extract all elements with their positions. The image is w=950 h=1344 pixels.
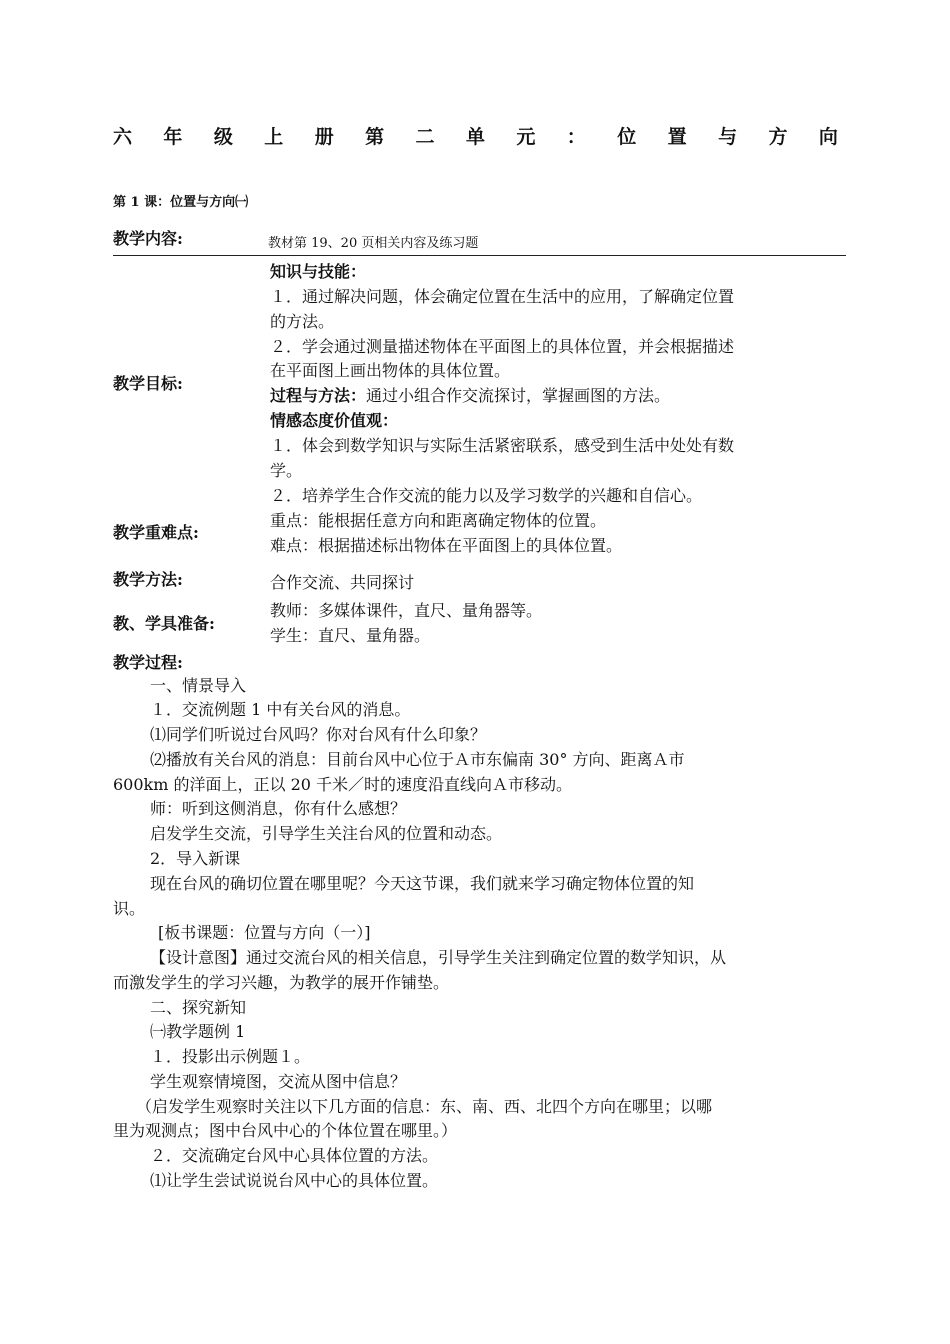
title-char: 与 bbox=[718, 126, 738, 148]
title-char: 年 bbox=[163, 126, 183, 148]
process-line: ⑴同学们听说过台风吗？你对台风有什么印象？ bbox=[150, 725, 487, 744]
content-label: 教学内容: bbox=[113, 229, 183, 248]
goal-e2: ２．培养学生合作交流的能力以及学习数学的兴趣和自信心。 bbox=[270, 486, 703, 505]
process-line: １．交流例题 1 中有关台风的消息。 bbox=[150, 700, 411, 719]
emotion-heading: 情感态度价值观： bbox=[270, 411, 399, 430]
title-char: 级 bbox=[213, 126, 233, 148]
process-line: 而激发学生的学习兴趣，为教学的展开作铺垫。 bbox=[113, 973, 450, 992]
title-char: 第 bbox=[365, 126, 385, 148]
process-line: ⑴让学生尝试说说台风中心的具体位置。 bbox=[150, 1171, 439, 1190]
process-line: 师：听到这侧消息，你有什么感想？ bbox=[150, 799, 407, 818]
title-char: 六 bbox=[113, 126, 133, 148]
prep-label: 教、学具准备: bbox=[113, 614, 215, 633]
process-line: ２．交流确定台风中心具体位置的方法。 bbox=[150, 1146, 439, 1165]
process-label: 教学过程: bbox=[113, 653, 183, 672]
goal-e1-line1: １．体会到数学知识与实际生活紧密联系，感受到生活中处处有数 bbox=[270, 436, 735, 455]
title-char: ： bbox=[566, 126, 586, 148]
lesson-title: 第 1 课：位置与方向㈠ bbox=[113, 195, 249, 210]
goal-k1-line1: １．通过解决问题，体会确定位置在生活中的应用，了解确定位置 bbox=[270, 287, 735, 306]
goal-k2-line1: ２．学会通过测量描述物体在平面图上的具体位置，并会根据描述 bbox=[270, 337, 735, 356]
process-heading: 过程与方法： bbox=[270, 386, 367, 405]
process-line: １．投影出示例题１。 bbox=[150, 1047, 311, 1066]
key-point: 重点：能根据任意方向和距离确定物体的位置。 bbox=[270, 511, 607, 530]
title-char: 单 bbox=[465, 126, 485, 148]
process-line: 现在台风的确切位置在哪里呢？今天这节课，我们就来学习确定物体位置的知 bbox=[150, 874, 695, 893]
process-line: 600km 的洋面上，正以 20 千米／时的速度沿直线向Ａ市移动。 bbox=[113, 775, 573, 794]
process-method-line bbox=[270, 383, 670, 406]
process-line: 二、探究新知 bbox=[150, 998, 247, 1017]
knowledge-heading: 知识与技能： bbox=[270, 262, 367, 281]
difficult-point: 难点：根据描述标出物体在平面图上的具体位置。 bbox=[270, 536, 623, 555]
method-value: 合作交流、共同探讨 bbox=[270, 573, 415, 592]
process-line: ㈠教学题例 1 bbox=[150, 1022, 246, 1041]
process-line: [板书课题：位置与方向（一）] bbox=[158, 923, 371, 942]
process-line: 识。 bbox=[113, 899, 146, 918]
page-title bbox=[113, 122, 838, 149]
title-char: 置 bbox=[667, 126, 687, 148]
title-char: 位 bbox=[617, 126, 637, 148]
process-line: 里为观测点；图中台风中心的个体位置在哪里。） bbox=[113, 1121, 458, 1140]
title-char: 上 bbox=[264, 126, 284, 148]
process-line: 【设计意图】通过交流台风的相关信息，引导学生关注到确定位置的数学知识，从 bbox=[150, 948, 727, 967]
content-value: 教材第 19、20 页相关内容及练习题 bbox=[268, 236, 479, 251]
title-char: 二 bbox=[415, 126, 435, 148]
process-line: ⑵播放有关台风的消息：目前台风中心位于Ａ市东偏南 30° 方向、距离Ａ市 bbox=[150, 750, 685, 769]
title-char: 元 bbox=[516, 126, 536, 148]
divider-line bbox=[113, 255, 846, 256]
title-char: 方 bbox=[768, 126, 788, 148]
process-line: （启发学生观察时关注以下几方面的信息：东、南、西、北四个方向在哪里；以哪 bbox=[136, 1097, 713, 1116]
goals-label: 教学目标: bbox=[113, 374, 183, 393]
process-line: 学生观察情境图，交流从图中信息？ bbox=[150, 1072, 407, 1091]
process-line: 2．导入新课 bbox=[150, 849, 241, 868]
goal-e1-line2: 学。 bbox=[270, 461, 303, 480]
title-char: 向 bbox=[818, 126, 838, 148]
process-text: 通过小组合作交流探讨，掌握画图的方法。 bbox=[366, 386, 671, 405]
prep-teacher: 教师：多媒体课件，直尺、量角器等。 bbox=[270, 601, 543, 620]
method-label: 教学方法: bbox=[113, 570, 183, 589]
process-line: 一、情景导入 bbox=[150, 676, 247, 695]
title-char: 册 bbox=[314, 126, 334, 148]
goal-k1-line2: 的方法。 bbox=[270, 312, 335, 331]
keypoints-label: 教学重难点: bbox=[113, 523, 199, 542]
process-line: 启发学生交流，引导学生关注台风的位置和动态。 bbox=[150, 824, 503, 843]
prep-student: 学生：直尺、量角器。 bbox=[270, 626, 431, 645]
goal-k2-line2: 在平面图上画出物体的具体位置。 bbox=[270, 361, 511, 380]
